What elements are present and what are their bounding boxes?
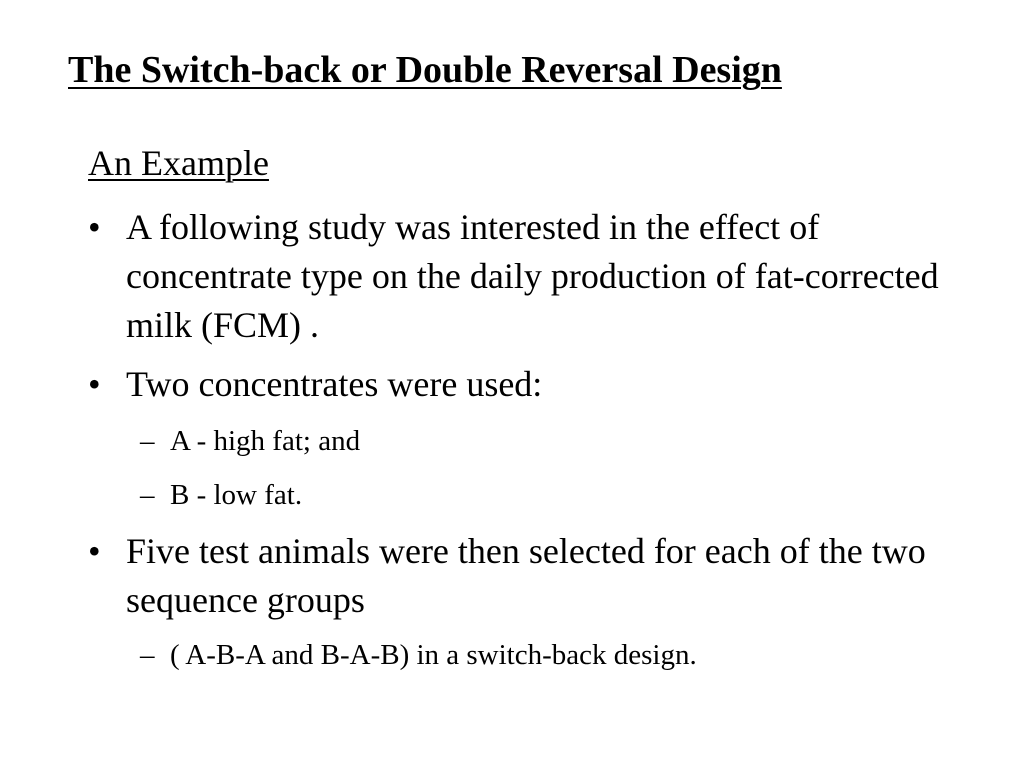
sub-item-marker: – [140, 479, 155, 511]
bullet-marker: • [88, 207, 101, 247]
bullet-text: Five test animals were then selected for each of the two sequence groups [126, 531, 926, 620]
sub-item-sequence-groups [140, 635, 970, 675]
slide-title: The Switch-back or Double Reversal Design [68, 49, 782, 91]
sub-item-text: B - low fat. [170, 479, 303, 511]
bullet-item-2 [88, 360, 968, 409]
sub-item-low-fat [140, 475, 970, 515]
sub-item-high-fat [140, 421, 970, 461]
sub-item-text: ( A-B-A and B-A-B) in a switch-back design. [170, 639, 697, 671]
bullet-text: A following study was interested in the effect of concentrate type on the daily production of fat-corrected milk (FCM) . [126, 207, 939, 345]
bullet-marker: • [88, 531, 101, 571]
sub-item-text: A - high fat; and [170, 425, 361, 457]
sub-item-marker: – [140, 425, 155, 457]
bullet-item-3 [88, 527, 968, 625]
sub-item-marker: – [140, 639, 155, 671]
bullet-item-1 [88, 203, 968, 350]
slide-subtitle: An Example [88, 143, 269, 183]
bullet-text: Two concentrates were used: [126, 364, 543, 404]
bullet-marker: • [88, 364, 101, 404]
